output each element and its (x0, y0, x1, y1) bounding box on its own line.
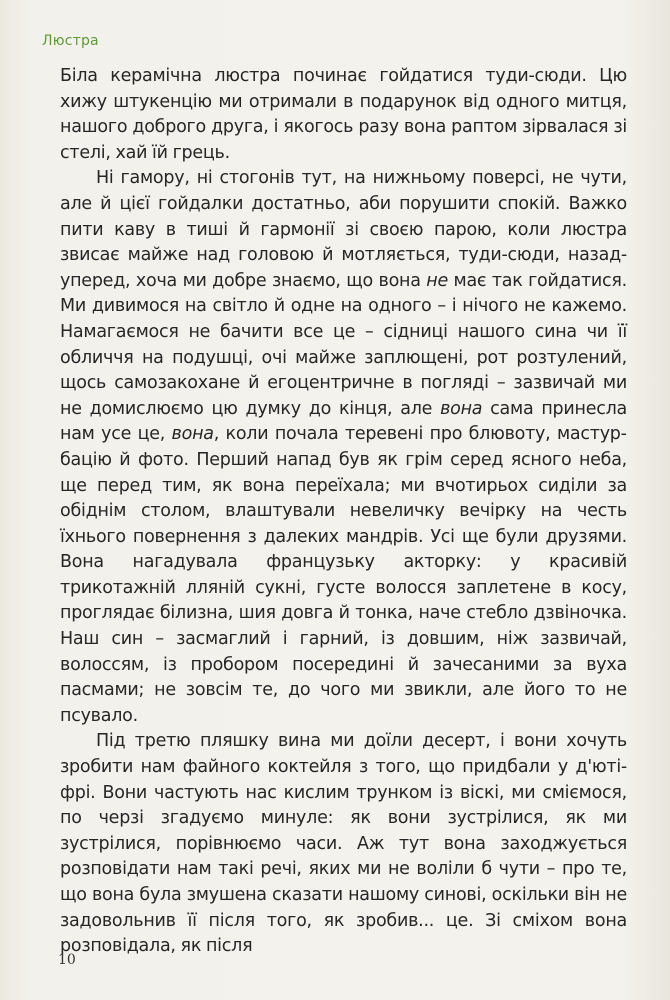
paragraph (60, 729, 627, 959)
paragraph (60, 166, 627, 729)
italic-text: не (426, 270, 448, 291)
text-segment: має так гойдатися. Ми дивимося на світло й одне на одного – і нічого не кажемо. Намагаємося не бачити все це – сідниці нашого сина чи її обличчя на подушці, очі майже заплющені, рот розтулений, щось самозакохане й егоцентричне в погляді – зазвичай ми не домислюємо цю думку до кінця, але (60, 270, 627, 419)
body-text (60, 64, 627, 960)
italic-text: вона (440, 398, 483, 419)
text-segment: , коли почала теревені про блювоту, мастурбацію й фото. Перший напад був як грім серед ясного неба, ще перед тим, як вона переїхала; ми вчотирьох сиділи за обіднім столом, влаштували невеличку вечірку на честь їхнього повернення з далеких мандрів. Усі ще були друзями. Вона нагадувала французьку акторку: у красивій трикотажній лляній сукні, густе волосся заплетене в косу, проглядає білизна, шия довга й тонка, наче стебло дзвіночка. Наш син – засмаглий і гарний, із довшим, ніж зазвичай, волоссям, із пробором посередині й зачесаними за вуха пасмами; не зовсім те, до чого ми звикли, але його то не псувало. (60, 424, 627, 726)
italic-text: вона (171, 424, 214, 445)
running-head: Люстра (42, 33, 99, 49)
text-segment: Під третю пляшку вина ми доїли десерт, і вони хочуть зробити нам файного коктейля з того, що придбали у д'юті-фрі. Вони частують нас кислим трунком із віскі, ми сміємося, по черзі згадуємо минуле: як вони зустрілися, як ми зустрілися, порівнюємо часи. Аж тут вона заходжується розповідати нам такі речі, яких ми не воліли б чути – про те, що вона була змушена сказати нашому синові, оскільки він не задовольнив її після того, як зробив... це. Зі сміхом вона розповідала, як після (60, 731, 627, 957)
text-segment: Ні гамору, ні стогонів тут, на нижньому поверсі, не чути, але й цієї гойдалки достатньо, аби порушити спокій. Важко пити каву в тиші й гармонії зі своєю парою, коли люстра звисає майже над головою й мотляється, туди-сюди, назад-уперед, хоча ми добре знаємо, що вона (60, 168, 627, 291)
paragraph (60, 64, 627, 166)
text-segment: сама принесла нам усе це, (60, 398, 627, 445)
page-number: 10 (58, 952, 76, 968)
text-segment: Біла керамічна люстра починає гойдатися туди-сюди. Цю хижу штукенцію ми отримали в подарунок від одного митця, нашого доброго друга, і якогось разу вона раптом зірвалася зі стелі, хай їй грець. (60, 66, 627, 163)
